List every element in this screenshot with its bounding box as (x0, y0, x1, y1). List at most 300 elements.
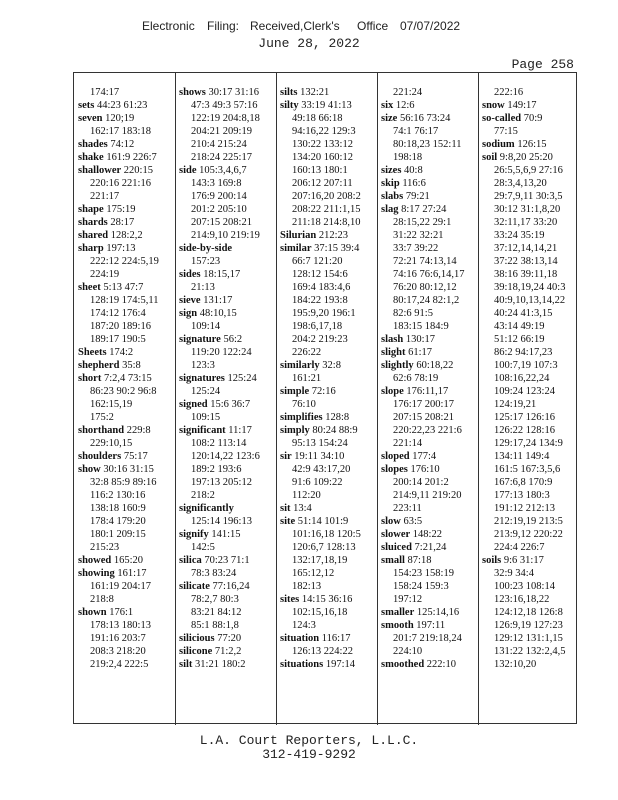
index-references: 197:12 (393, 594, 423, 605)
index-references: 130:17 (405, 334, 435, 345)
index-entry-continuation (179, 606, 279, 619)
index-references: 37:15 39:4 (314, 243, 360, 254)
index-term: significantly (179, 503, 234, 514)
index-references: 174:17 (90, 87, 120, 98)
index-entry-continuation (78, 476, 178, 489)
index-references: 14:15 36:16 (301, 594, 353, 605)
index-references: 162:17 183:18 (90, 126, 151, 137)
index-references: 33:7 39:22 (393, 243, 439, 254)
index-references: 208:22 211:1,15 (292, 204, 361, 215)
index-entry (381, 528, 481, 541)
index-term: sir (280, 451, 292, 462)
index-references: 160:13 180:1 (292, 165, 348, 176)
index-entry-continuation (482, 411, 582, 424)
index-entry-continuation (482, 294, 582, 307)
index-entry-continuation (280, 255, 380, 268)
index-entry (280, 359, 380, 372)
index-term: sheet (78, 282, 101, 293)
index-term: sign (179, 308, 198, 319)
index-references: 38:16 39:11,18 (494, 269, 558, 280)
index-entry-continuation (78, 515, 178, 528)
index-entry-continuation (78, 489, 178, 502)
index-references: 129:17,24 134:9 (494, 438, 563, 449)
index-frame (73, 72, 577, 724)
index-term: shades (78, 139, 108, 150)
index-references: 48:10,15 (199, 308, 237, 319)
index-term: shoulders (78, 451, 122, 462)
index-entry-continuation (381, 580, 481, 593)
index-entry-continuation (482, 489, 582, 502)
index-column (482, 86, 582, 671)
index-entry (78, 554, 178, 567)
index-entry-continuation (482, 190, 582, 203)
index-term: slash (381, 334, 404, 345)
index-references: 33:19 41:13 (301, 100, 352, 111)
index-references: 175:19 (106, 204, 136, 215)
index-references: 143:3 169:8 (191, 178, 242, 189)
index-references: 94:16,22 129:3 (292, 126, 356, 137)
index-references: 128:12 154:6 (292, 269, 348, 280)
index-references: 165:20 (113, 555, 144, 566)
index-entry (179, 502, 279, 515)
index-entry-continuation (280, 398, 380, 411)
index-references: 78:2,7 80:3 (191, 594, 239, 605)
index-references: 214:9,10 219:19 (191, 230, 260, 241)
index-references: 124:19,21 (494, 399, 537, 410)
index-entry (280, 658, 380, 671)
index-references: 220:15 (123, 165, 153, 176)
index-references: 130:22 133:12 (292, 139, 353, 150)
index-entry-continuation (381, 281, 481, 294)
index-entry-continuation (179, 216, 279, 229)
index-entry-continuation (280, 125, 380, 138)
index-entry-continuation (179, 567, 279, 580)
index-term: seven (78, 113, 103, 124)
index-references: 219:2,4 222:5 (90, 659, 149, 670)
index-entry-continuation (78, 255, 178, 268)
index-references: 175:2 (90, 412, 114, 423)
index-entry-continuation (482, 372, 582, 385)
index-term: shallower (78, 165, 122, 176)
index-entry-continuation (179, 385, 279, 398)
index-entry-continuation (280, 307, 380, 320)
index-references: 72:16 (311, 386, 336, 397)
index-entry (179, 268, 279, 281)
index-term: shepherd (78, 360, 120, 371)
index-entry-continuation (482, 541, 582, 554)
index-entry (381, 658, 481, 671)
index-references: 134:20 160:12 (292, 152, 353, 163)
index-entry (78, 151, 178, 164)
index-term: silicious (179, 633, 215, 644)
index-entry-continuation (280, 268, 380, 281)
filing-stamp-part: Filing: (207, 19, 240, 33)
index-entry-continuation (280, 294, 380, 307)
index-references: 149:17 (507, 100, 537, 111)
index-references: 177:13 180:3 (494, 490, 550, 501)
index-references: 177:4 (412, 451, 437, 462)
index-entry (78, 216, 178, 229)
index-references: 28:3,4,13,20 (494, 178, 547, 189)
index-entry-continuation (280, 619, 380, 632)
index-references: 63:5 (403, 516, 423, 527)
index-term: signature (179, 334, 221, 345)
index-references: 224:4 226:7 (494, 542, 545, 553)
index-entry-continuation (482, 359, 582, 372)
index-term: similarly (280, 360, 320, 371)
index-references: 40:24 41:3,15 (494, 308, 553, 319)
index-term: slag (381, 204, 399, 215)
index-entry-continuation (179, 489, 279, 502)
index-references: 42:9 43:17,20 (292, 464, 351, 475)
index-entry-continuation (179, 541, 279, 554)
index-entry (179, 645, 279, 658)
index-references: 197:13 205:12 (191, 477, 252, 488)
index-entry (381, 463, 481, 476)
index-references: 207:15 208:21 (191, 217, 252, 228)
index-references: 222:16 (494, 87, 524, 98)
index-term: sluiced (381, 542, 412, 553)
index-references: 100:7,19 107:3 (494, 360, 558, 371)
index-references: 226:22 (292, 347, 322, 358)
index-entry (280, 411, 380, 424)
index-references: 102:15,16,18 (292, 607, 348, 618)
index-entry-continuation (179, 450, 279, 463)
index-references: 221:14 (393, 438, 423, 449)
index-references: 212:19,19 213:5 (494, 516, 563, 527)
index-references: 167:6,8 170:9 (494, 477, 553, 488)
index-entry-continuation (78, 437, 178, 450)
index-term: sieve (179, 295, 201, 306)
filing-stamp-part: 07/07/2022 (400, 19, 461, 33)
index-entry-continuation (280, 580, 380, 593)
index-references: 201:7 219:18,24 (393, 633, 462, 644)
index-entry (381, 541, 481, 554)
index-references: 220:16 221:16 (90, 178, 151, 189)
index-entry (482, 151, 582, 164)
index-entry (78, 450, 178, 463)
index-entry-continuation (179, 593, 279, 606)
index-entry-continuation (381, 411, 481, 424)
index-entry-continuation (78, 86, 178, 99)
index-term: situation (280, 633, 320, 644)
index-references: 125:17 126:16 (494, 412, 555, 423)
index-term: slow (381, 516, 401, 527)
index-references: 221:24 (393, 87, 423, 98)
index-references: 30:12 31:1,8,20 (494, 204, 561, 215)
index-references: 204:2 219:23 (292, 334, 348, 345)
index-term: shape (78, 204, 104, 215)
index-references: 91:6 109:22 (292, 477, 343, 488)
index-entry-continuation (78, 333, 178, 346)
index-term: slopes (381, 464, 408, 475)
index-references: 77:15 (494, 126, 518, 137)
index-entry (179, 398, 279, 411)
index-references: 125:24 (191, 386, 221, 397)
index-entry-continuation (280, 606, 380, 619)
index-entry-continuation (179, 320, 279, 333)
index-references: 32:8 85:9 89:16 (90, 477, 157, 488)
index-entry-continuation (280, 281, 380, 294)
index-references: 215:23 (90, 542, 120, 553)
index-references: 224:19 (90, 269, 120, 280)
index-entry-continuation (280, 112, 380, 125)
index-term: short (78, 373, 102, 384)
index-term: signify (179, 529, 209, 540)
page-number: Page 258 (511, 57, 574, 72)
index-entry-continuation (179, 359, 279, 372)
index-term: small (381, 555, 405, 566)
index-references: 176:1 (109, 607, 134, 618)
index-term: sets (78, 100, 95, 111)
index-entry-continuation (482, 320, 582, 333)
index-entry (78, 346, 178, 359)
index-entry-continuation (482, 632, 582, 645)
index-entry-continuation (179, 99, 279, 112)
index-references: 60:18,22 (416, 360, 454, 371)
index-entry-continuation (280, 437, 380, 450)
index-term: sodium (482, 139, 515, 150)
index-term: size (381, 113, 398, 124)
index-references: 125:24 (227, 373, 257, 384)
index-references: 229:8 (126, 425, 151, 436)
index-references: 229:10,15 (90, 438, 133, 449)
index-references: 62:6 78:19 (393, 373, 439, 384)
index-references: 77:20 (217, 633, 242, 644)
index-entry-continuation (78, 307, 178, 320)
index-references: 183:15 184:9 (393, 321, 449, 332)
index-term: significant (179, 425, 226, 436)
index-references: 224:10 (393, 646, 423, 657)
index-entry-continuation (179, 476, 279, 489)
index-entry (179, 372, 279, 385)
index-entry-continuation (381, 307, 481, 320)
index-references: 126:9,19 127:23 (494, 620, 563, 631)
index-references: 222:12 224:5,19 (90, 256, 159, 267)
index-references: 218:2 (191, 490, 215, 501)
index-entry (280, 229, 380, 242)
index-entry-continuation (280, 554, 380, 567)
index-references: 132:17,18,19 (292, 555, 348, 566)
index-entry (78, 138, 178, 151)
index-entry (179, 554, 279, 567)
index-term: slight (381, 347, 406, 358)
index-entry-continuation (78, 619, 178, 632)
index-references: 123:16,18,22 (494, 594, 550, 605)
index-entry-continuation (381, 645, 481, 658)
index-term: similar (280, 243, 312, 254)
index-entry-continuation (280, 320, 380, 333)
transcript-date: June 28, 2022 (258, 36, 360, 51)
index-entry-continuation (179, 255, 279, 268)
index-references: 85:1 88:1,8 (191, 620, 239, 631)
index-entry (78, 567, 178, 580)
index-references: 86:2 94:17,23 (494, 347, 553, 358)
index-entry-continuation (482, 606, 582, 619)
index-references: 200:14 201:2 (393, 477, 449, 488)
index-entry (78, 424, 178, 437)
index-entry-continuation (482, 203, 582, 216)
index-references: 165:12,12 (292, 568, 335, 579)
index-references: 49:18 66:18 (292, 113, 343, 124)
index-references: 76:10 (292, 399, 316, 410)
index-references: 51:14 101:9 (297, 516, 349, 527)
index-references: 31:21 180:2 (195, 659, 246, 670)
index-references: 40:8 (404, 165, 423, 176)
index-references: 161:9 226:7 (106, 152, 157, 163)
index-references: 95:13 154:24 (292, 438, 348, 449)
index-references: 126:22 128:16 (494, 425, 555, 436)
index-entry-continuation (78, 593, 178, 606)
index-entry (280, 242, 380, 255)
index-references: 30:17 31:16 (208, 87, 259, 98)
index-entry-continuation (482, 593, 582, 606)
index-references: 37:12,14,14,21 (494, 243, 558, 254)
index-references: 8:17 27:24 (401, 204, 447, 215)
index-references: 158:24 159:3 (393, 581, 449, 592)
index-entry-continuation (280, 177, 380, 190)
index-references: 11:17 (228, 425, 252, 436)
index-references: 32:9 34:4 (494, 568, 534, 579)
index-entry-continuation (179, 346, 279, 359)
index-references: 213:9,12 220:22 (494, 529, 563, 540)
index-references: 70:9 (523, 113, 543, 124)
index-entry-continuation (78, 385, 178, 398)
index-entry-continuation (78, 320, 178, 333)
index-term: show (78, 464, 101, 475)
index-term: Sheets (78, 347, 107, 358)
index-entry (179, 632, 279, 645)
index-references: 71:2,2 (214, 646, 242, 657)
index-entry (179, 294, 279, 307)
index-references: 120:14,22 123:6 (191, 451, 260, 462)
index-entry (179, 86, 279, 99)
index-references: 198:18 (393, 152, 423, 163)
index-entry-continuation (280, 567, 380, 580)
index-term: signed (179, 399, 208, 410)
index-entry-continuation (179, 112, 279, 125)
index-references: 30:16 31:15 (103, 464, 154, 475)
index-references: 119:20 122:24 (191, 347, 252, 358)
index-references: 76:20 80:12,12 (393, 282, 457, 293)
index-entry-continuation (78, 398, 178, 411)
index-entry (179, 307, 279, 320)
index-entry-continuation (482, 229, 582, 242)
index-term: smooth (381, 620, 414, 631)
index-entry (179, 580, 279, 593)
index-entry-continuation (179, 463, 279, 476)
index-column (78, 86, 178, 671)
index-references: 112:20 (292, 490, 321, 501)
index-references: 207:16,20 208:2 (292, 191, 361, 202)
index-references: 82:6 91:5 (393, 308, 433, 319)
index-term: shake (78, 152, 104, 163)
index-entry (280, 515, 380, 528)
index-entry-continuation (280, 151, 380, 164)
index-entry (78, 99, 178, 112)
index-references: 218:24 225:17 (191, 152, 252, 163)
index-entry-continuation (381, 437, 481, 450)
index-entry (381, 203, 481, 216)
index-term: sharp (78, 243, 104, 254)
index-references: 131:22 132:2,4,5 (494, 646, 566, 657)
index-references: 223:11 (393, 503, 422, 514)
index-references: 138:18 160:9 (90, 503, 146, 514)
index-references: 83:21 84:12 (191, 607, 242, 618)
index-entry (381, 606, 481, 619)
index-term: shown (78, 607, 107, 618)
index-entry (78, 164, 178, 177)
index-references: 80:24 88:9 (312, 425, 358, 436)
index-entry-continuation (381, 242, 481, 255)
index-references: 116:2 130:16 (90, 490, 146, 501)
index-term: silicone (179, 646, 213, 657)
index-references: 100:23 108:14 (494, 581, 555, 592)
index-references: 178:4 179:20 (90, 516, 146, 527)
index-term: so-called (482, 113, 522, 124)
index-entry-continuation (179, 229, 279, 242)
index-references: 128:8 (325, 412, 350, 423)
index-references: 220:22,23 221:6 (393, 425, 462, 436)
index-references: 47:3 49:3 57:16 (191, 100, 258, 111)
index-entry-continuation (482, 281, 582, 294)
index-entry-continuation (179, 151, 279, 164)
index-entry-continuation (280, 528, 380, 541)
index-entry-continuation (280, 333, 380, 346)
index-term: soil (482, 152, 498, 163)
index-entry-continuation (78, 190, 178, 203)
index-term: slightly (381, 360, 414, 371)
index-entry-continuation (280, 541, 380, 554)
index-entry-continuation (179, 281, 279, 294)
index-entry-continuation (280, 489, 380, 502)
index-entry-continuation (482, 502, 582, 515)
index-term: soils (482, 555, 502, 566)
index-references: 28:17 (110, 217, 135, 228)
index-entry (381, 619, 481, 632)
index-entry-continuation (280, 164, 380, 177)
index-references: 126:15 (517, 139, 547, 150)
footer-company: L.A. Court Reporters, L.L.C. (199, 733, 419, 748)
index-entry-continuation (280, 645, 380, 658)
index-references: 128:2,2 (110, 230, 143, 241)
index-references: 109:24 123:24 (494, 386, 555, 397)
index-references: 28:15,22 29:1 (393, 217, 452, 228)
index-entry-continuation (78, 632, 178, 645)
index-entry (482, 138, 582, 151)
index-references: 184:22 193:8 (292, 295, 348, 306)
index-references: 128:19 174:5,11 (90, 295, 159, 306)
index-entry (280, 593, 380, 606)
index-references: 129:12 131:1,15 (494, 633, 563, 644)
index-entry-continuation (482, 450, 582, 463)
index-references: 198:6,17,18 (292, 321, 343, 332)
index-term: sizes (381, 165, 402, 176)
index-references: 154:23 158:19 (393, 568, 454, 579)
index-entry-continuation (78, 268, 178, 281)
index-term: showing (78, 568, 115, 579)
index-references: 132:10,20 (494, 659, 537, 670)
index-entry (78, 606, 178, 619)
index-references: 195:9,20 196:1 (292, 308, 356, 319)
index-term: shards (78, 217, 108, 228)
index-entry-continuation (280, 216, 380, 229)
index-references: 87:18 (407, 555, 432, 566)
index-entry-continuation (381, 229, 481, 242)
index-term: silts (280, 87, 298, 98)
index-references: 108:16,22,24 (494, 373, 550, 384)
index-entry-continuation (78, 658, 178, 671)
